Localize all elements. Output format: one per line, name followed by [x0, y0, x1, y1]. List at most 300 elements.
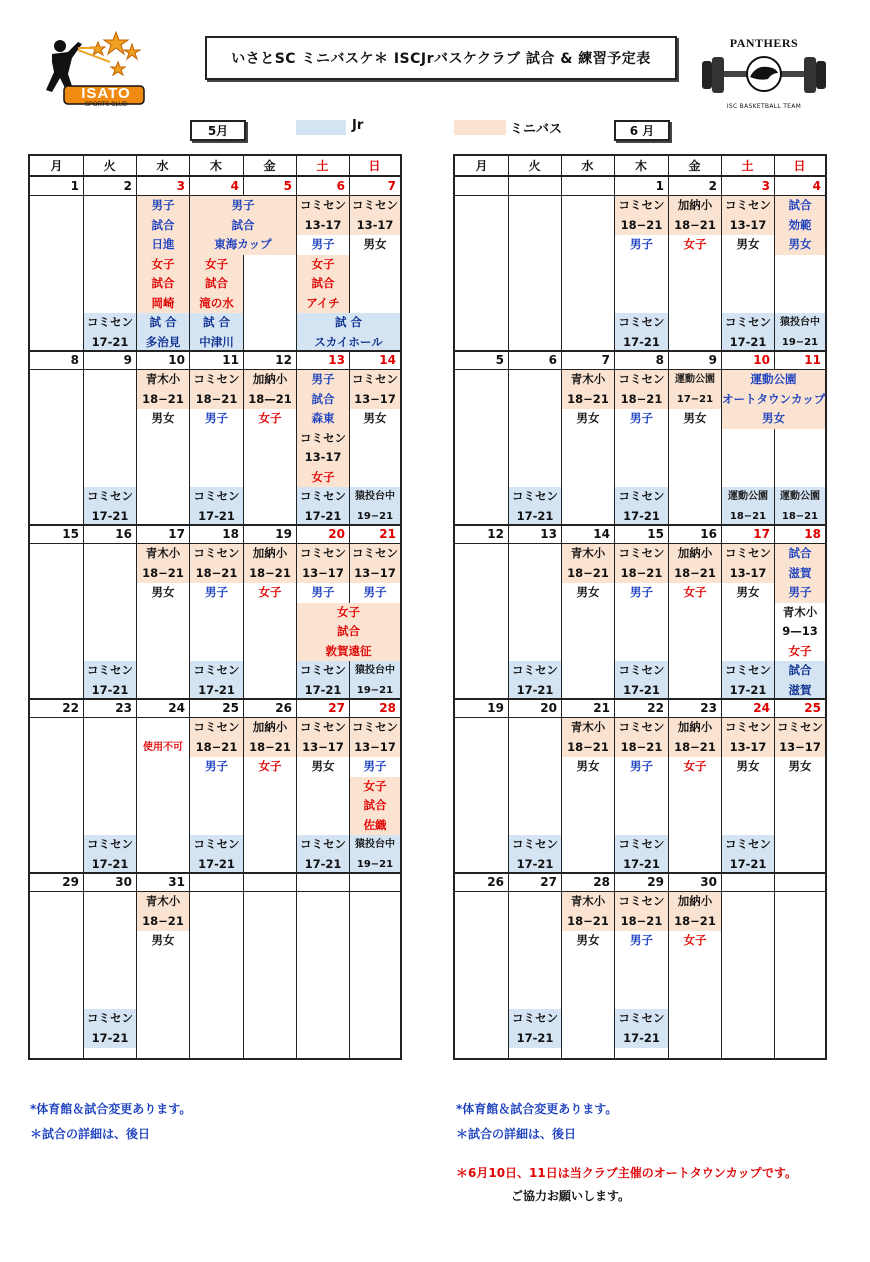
entry-line: コミセン — [512, 489, 558, 503]
entry-line: コミセン — [352, 720, 398, 734]
entry-line: 猿投台中 — [780, 317, 820, 328]
entry-line: 男子 — [231, 198, 255, 212]
schedule-entry — [350, 777, 400, 836]
date-number: 10 — [753, 353, 770, 367]
entry-line: 19−21 — [781, 336, 819, 348]
entry-line: コミセン — [725, 198, 771, 212]
schedule-entry — [722, 583, 774, 603]
entry-line: 森東 — [311, 411, 335, 425]
entry-line: 18−21 — [142, 391, 184, 406]
date-number: 22 — [647, 701, 664, 715]
date-number: 27 — [328, 701, 345, 715]
schedule-entry — [775, 196, 825, 255]
weekday-header: 金 — [263, 159, 276, 173]
entry-line: 女子 — [311, 469, 335, 484]
entry-line: コミセン — [87, 489, 133, 503]
entry-line: 13-17 — [729, 739, 767, 754]
entry-line: コミセン — [87, 315, 133, 329]
date-number — [243, 873, 296, 891]
entry-line: コミセン — [725, 720, 771, 734]
entry-line: 青木小 — [145, 894, 181, 908]
entry-line: 加納小 — [677, 198, 713, 212]
schedule-entry — [297, 544, 349, 583]
schedule-entry — [669, 892, 721, 931]
entry-line: 男子 — [205, 759, 228, 773]
schedule-entry — [137, 370, 189, 409]
schedule-entry — [775, 718, 825, 757]
schedule-entry — [137, 583, 189, 603]
entry-line: 13−17 — [302, 565, 344, 580]
entry-line: 試合 — [363, 798, 387, 812]
june-calendar — [453, 154, 827, 1060]
panthers-title: PANTHERS — [729, 36, 799, 50]
entry-line: 18−21 — [729, 510, 767, 522]
date-number: 30 — [115, 875, 132, 889]
entry-line: コミセン — [193, 663, 240, 677]
weekday-header: 水 — [156, 159, 169, 173]
schedule-entry — [615, 583, 668, 603]
date-number: 25 — [222, 701, 239, 715]
date-number: 26 — [275, 701, 292, 715]
entry-line: 男子 — [363, 759, 387, 773]
entry-line: コミセン — [618, 837, 665, 851]
weekday-header: 火 — [103, 159, 116, 173]
column-divider — [243, 156, 244, 1058]
date-number: 2 — [123, 179, 132, 193]
entry-line: 19−21 — [356, 510, 394, 522]
schedule-entry — [137, 196, 189, 255]
date-number: 16 — [115, 527, 132, 541]
entry-line: 17-21 — [623, 682, 660, 697]
entry-line: 男女 — [576, 933, 600, 947]
entry-line: コミセン — [193, 837, 240, 851]
date-number: 14 — [593, 527, 610, 541]
schedule-entry — [722, 757, 774, 777]
entry-line: 男子 — [311, 372, 335, 386]
entry-line: 滋賀 — [788, 565, 812, 580]
schedule-entry — [190, 255, 243, 314]
entry-line: コミセン — [618, 315, 665, 329]
notes-right — [456, 1100, 797, 1204]
entry-line: 佐織 — [363, 817, 387, 832]
entry-line: コミセン — [618, 546, 665, 560]
entry-line: コミセン — [193, 489, 240, 503]
date-number — [774, 873, 825, 891]
date-number: 8 — [655, 353, 664, 367]
entry-line: 17-21 — [729, 856, 767, 871]
entry-line: コミセン — [512, 1011, 558, 1025]
schedule-entry — [615, 487, 668, 526]
entry-line: 17-21 — [91, 334, 129, 349]
june-label: 6 月 — [614, 120, 670, 141]
date-number: 10 — [168, 353, 185, 367]
date-number — [508, 177, 561, 195]
entry-line: スカイホール — [314, 334, 383, 349]
panthers-subtitle: ISC BASKETBALL TEAM — [726, 103, 802, 110]
date-number: 26 — [487, 875, 504, 889]
schedule-entry — [244, 757, 296, 777]
entry-line: 17-21 — [516, 682, 554, 697]
schedule-entry — [190, 196, 296, 255]
entry-line: 男子 — [205, 585, 228, 599]
schedule-entry — [190, 487, 243, 526]
schedule-entry — [722, 835, 774, 874]
entry-line: コミセン — [352, 372, 398, 386]
logo-subtext: SPORTS CLUB — [84, 102, 128, 108]
entry-line: コミセン — [300, 663, 346, 677]
schedule-entry — [350, 196, 400, 235]
dumbbell-icon — [698, 51, 830, 99]
entry-line: 17-21 — [91, 856, 129, 871]
entry-line: 猿投台中 — [355, 491, 395, 502]
entry-line: 17-21 — [516, 856, 554, 871]
entry-line: 試合 — [311, 276, 335, 290]
schedule-entry — [297, 603, 400, 662]
entry-line: コミセン — [352, 198, 398, 212]
entry-line: 試合 — [311, 391, 335, 406]
schedule-entry — [297, 757, 349, 777]
date-number: 2 — [708, 179, 717, 193]
entry-line: 女子 — [683, 585, 707, 599]
date-number: 30 — [700, 875, 717, 889]
entry-line: 男女 — [762, 411, 785, 425]
schedule-entry — [775, 757, 825, 777]
schedule-entry — [350, 409, 400, 429]
entry-line: 18−21 — [567, 565, 609, 580]
schedule-entry — [190, 313, 243, 352]
schedule-entry — [775, 603, 825, 642]
entry-line: コミセン — [87, 1011, 133, 1025]
entry-line: 女子 — [311, 256, 335, 271]
schedule-entry — [722, 235, 774, 255]
schedule-entry — [297, 429, 349, 468]
entry-line: 男女 — [788, 237, 812, 251]
entry-line: 19−21 — [356, 858, 394, 870]
schedule-entry — [669, 718, 721, 757]
entry-line: 13-17 — [729, 565, 767, 580]
entry-line: コミセン — [193, 546, 240, 560]
schedule-entry — [615, 718, 668, 757]
schedule-entry — [509, 1009, 561, 1048]
entry-line: 17-21 — [91, 508, 129, 523]
schedule-entry — [297, 583, 349, 603]
date-number: 13 — [328, 353, 345, 367]
entry-line: コミセン — [87, 837, 133, 851]
entry-line: コミセン — [193, 372, 240, 386]
weekday-header: 金 — [688, 159, 701, 173]
entry-line: 女子 — [683, 237, 707, 251]
schedule-entry — [562, 409, 614, 429]
entry-line: 猿投台中 — [355, 665, 395, 676]
entry-line: 女子 — [258, 585, 282, 599]
schedule-entry — [350, 835, 400, 874]
date-number — [349, 873, 400, 891]
note-right-4: ご協力お願いします。 — [511, 1189, 631, 1203]
notes-left — [30, 1100, 191, 1142]
schedule-entry — [190, 661, 243, 700]
schedule-entry — [669, 196, 721, 235]
entry-line: 13-17 — [729, 217, 767, 232]
entry-line: 17-21 — [198, 856, 235, 871]
entry-line: 男女 — [683, 411, 707, 425]
date-number: 21 — [593, 701, 610, 715]
entry-line: 18−21 — [620, 217, 663, 232]
note-right-1: *体育館＆試合変更あります。 — [456, 1102, 618, 1116]
entry-line: 試合 — [788, 198, 812, 212]
entry-line: コミセン — [618, 1011, 665, 1025]
schedule-entry — [615, 892, 668, 931]
schedule-entry — [669, 757, 721, 777]
date-number: 21 — [379, 527, 396, 541]
schedule-entry — [722, 313, 774, 352]
schedule-entry — [190, 718, 243, 757]
entry-line: 青木小 — [570, 372, 606, 386]
entry-line: 加納小 — [252, 546, 288, 560]
schedule-entry — [562, 931, 614, 951]
schedule-entry — [350, 487, 400, 526]
entry-line: 男子 — [311, 237, 335, 251]
entry-line: 試 合 — [149, 315, 177, 329]
entry-line: 17-21 — [516, 508, 554, 523]
entry-line: コミセン — [300, 198, 346, 212]
entry-line: 男子 — [151, 198, 175, 212]
entry-line: 加納小 — [677, 546, 713, 560]
entry-line: 17-21 — [304, 856, 342, 871]
date-number — [296, 873, 349, 891]
entry-line: 18−21 — [674, 565, 716, 580]
entry-line: 青木小 — [570, 894, 606, 908]
entry-line: 男子 — [630, 759, 653, 773]
schedule-entry — [137, 892, 189, 931]
note-left-1: *体育館＆試合変更あります。 — [30, 1102, 192, 1116]
entry-line: 18−21 — [195, 565, 238, 580]
entry-line: 男子 — [630, 237, 653, 251]
schedule-entry — [615, 661, 668, 700]
schedule-entry — [84, 835, 136, 874]
entry-line: 試合 — [205, 276, 228, 290]
date-number: 5 — [495, 353, 504, 367]
entry-line: 男女 — [576, 411, 600, 425]
entry-line: 男女 — [363, 411, 387, 425]
weekday-header: 月 — [50, 159, 63, 173]
entry-line: 男女 — [311, 759, 335, 773]
entry-line: 18−21 — [781, 510, 819, 522]
entry-line: 多治見 — [145, 334, 181, 349]
schedule-entry — [562, 544, 614, 583]
entry-line: 18−21 — [567, 913, 609, 928]
date-number: 5 — [283, 179, 292, 193]
date-number: 1 — [655, 179, 664, 193]
schedule-entry — [775, 642, 825, 662]
schedule-entry — [190, 583, 243, 603]
entry-line: 滋賀 — [788, 682, 812, 697]
entry-line: 試合 — [151, 217, 175, 232]
jr-legend-label: Jr — [352, 118, 364, 133]
entry-line: 17-21 — [623, 1030, 660, 1045]
entry-line: 18−21 — [249, 739, 291, 754]
date-number: 4 — [812, 179, 821, 193]
schedule-entry — [615, 196, 668, 235]
entry-line: アイチ — [306, 295, 340, 310]
entry-line: 加納小 — [677, 894, 713, 908]
schedule-entry — [775, 313, 825, 352]
schedule-entry — [615, 370, 668, 409]
weekday-header: 水 — [581, 159, 594, 173]
entry-line: コミセン — [618, 489, 665, 503]
entry-line: 男女 — [736, 585, 760, 599]
entry-line: 18−21 — [620, 565, 663, 580]
entry-line: コミセン — [618, 372, 665, 386]
date-number: 15 — [62, 527, 79, 541]
entry-line: 13-17 — [304, 217, 342, 232]
entry-line: 18−21 — [195, 391, 238, 406]
date-number: 9 — [123, 353, 132, 367]
entry-line: 17-21 — [623, 508, 660, 523]
isato-sports-club-logo — [38, 28, 150, 110]
schedule-entry — [669, 931, 721, 951]
schedule-entry — [775, 487, 825, 526]
entry-line: 日進 — [151, 237, 175, 251]
entry-line: 運動公園 — [728, 491, 768, 502]
date-number: 23 — [115, 701, 132, 715]
entry-line: 女子 — [337, 604, 360, 619]
date-number: 3 — [761, 179, 770, 193]
entry-line: コミセン — [618, 663, 665, 677]
entry-line: 17-21 — [91, 682, 129, 697]
entry-line: コミセン — [87, 663, 133, 677]
schedule-entry — [669, 544, 721, 583]
date-number: 11 — [222, 353, 239, 367]
schedule-entry — [137, 931, 189, 951]
entry-line: 使用不可 — [143, 741, 183, 753]
date-number: 17 — [753, 527, 770, 541]
schedule-entry — [615, 235, 668, 255]
entry-line: 加納小 — [252, 720, 288, 734]
date-number: 13 — [540, 527, 557, 541]
date-number: 8 — [70, 353, 79, 367]
entry-line: 18−21 — [195, 739, 238, 754]
schedule-entry — [509, 661, 561, 700]
schedule-entry — [669, 370, 721, 409]
entry-line: コミセン — [300, 720, 346, 734]
entry-line: コミセン — [512, 837, 558, 851]
schedule-entry — [722, 661, 774, 700]
page-title: いさとSC ミニバスケ＊ ISCJrバスケクラブ 試合 & 練習予定表 — [205, 36, 677, 80]
date-number: 28 — [593, 875, 610, 889]
entry-line: 男女 — [736, 759, 760, 773]
schedule-entry — [722, 718, 774, 757]
date-number: 18 — [804, 527, 821, 541]
entry-line: 試合 — [151, 276, 175, 290]
entry-line: 13−17 — [354, 391, 396, 406]
schedule-entry — [615, 757, 668, 777]
schedule-entry — [297, 235, 349, 255]
entry-line: 青木小 — [145, 372, 181, 386]
entry-line: 17-21 — [91, 1030, 129, 1045]
may-calendar — [28, 154, 402, 1060]
entry-line: 男子 — [630, 585, 653, 599]
schedule-entry — [669, 235, 721, 255]
date-number: 6 — [336, 179, 345, 193]
entry-line: 試 合 — [202, 315, 230, 329]
schedule-entry — [509, 487, 561, 526]
date-number: 4 — [230, 179, 239, 193]
schedule-entry — [562, 757, 614, 777]
schedule-entry — [84, 1009, 136, 1048]
entry-line: 滝の水 — [199, 295, 234, 310]
weekday-header: 木 — [634, 159, 647, 173]
date-number: 28 — [379, 701, 396, 715]
date-number: 19 — [487, 701, 504, 715]
entry-line: 13−17 — [779, 739, 821, 754]
entry-line: 18−21 — [674, 913, 716, 928]
entry-line: 猿投台中 — [355, 839, 395, 850]
entry-line: 青木小 — [570, 720, 606, 734]
schedule-entry — [297, 370, 349, 429]
entry-line: 試合 — [231, 217, 255, 232]
date-number: 1 — [70, 179, 79, 193]
entry-line: 17-21 — [516, 1030, 554, 1045]
entry-line: コミセン — [300, 430, 346, 445]
entry-line: 17-21 — [623, 334, 660, 349]
entry-line: 効範 — [788, 217, 812, 232]
schedule-entry — [297, 255, 349, 314]
entry-line: 女子 — [258, 411, 282, 425]
schedule-entry — [244, 409, 296, 429]
entry-line: 男女 — [151, 585, 175, 599]
date-number: 6 — [548, 353, 557, 367]
schedule-entry — [562, 718, 614, 757]
schedule-entry — [190, 409, 243, 429]
schedule-entry — [669, 409, 721, 429]
entry-line: オートタウンカップ — [722, 391, 825, 406]
entry-line: コミセン — [777, 720, 823, 734]
date-number: 29 — [647, 875, 664, 889]
entry-line: 青木小 — [570, 546, 606, 560]
column-divider — [508, 156, 509, 1058]
schedule-entry — [350, 235, 400, 255]
date-number: 27 — [540, 875, 557, 889]
entry-line: 試 合 — [334, 315, 362, 329]
entry-line: 13-17 — [356, 217, 394, 232]
schedule-entry — [190, 757, 243, 777]
schedule-entry — [722, 196, 774, 235]
entry-line: コミセン — [300, 837, 346, 851]
schedule-entry — [722, 487, 774, 526]
schedule-entry — [244, 583, 296, 603]
weekday-header: 日 — [793, 159, 806, 173]
schedule-entry — [775, 544, 825, 603]
column-divider — [721, 156, 722, 1058]
entry-line: 中津川 — [199, 334, 234, 349]
entry-line: 試合 — [788, 663, 812, 677]
entry-line: 17-21 — [304, 508, 342, 523]
logo-text: ISATO — [81, 85, 131, 102]
entry-line: 男子 — [630, 411, 653, 425]
entry-line: 17-21 — [304, 682, 342, 697]
entry-line: 加納小 — [677, 720, 713, 734]
date-number: 20 — [328, 527, 345, 541]
weekday-header: 火 — [528, 159, 541, 173]
entry-line: 18−21 — [620, 913, 663, 928]
entry-line: 18−21 — [620, 391, 663, 406]
weekday-header: 日 — [368, 159, 381, 173]
note-right-3: ＊6月10日、11日は当クラブ主催のオートタウンカップです。 — [456, 1166, 798, 1180]
schedule-entry — [84, 661, 136, 700]
entry-line: コミセン — [618, 720, 665, 734]
entry-line: 青木小 — [145, 546, 181, 560]
date-number — [721, 873, 774, 891]
